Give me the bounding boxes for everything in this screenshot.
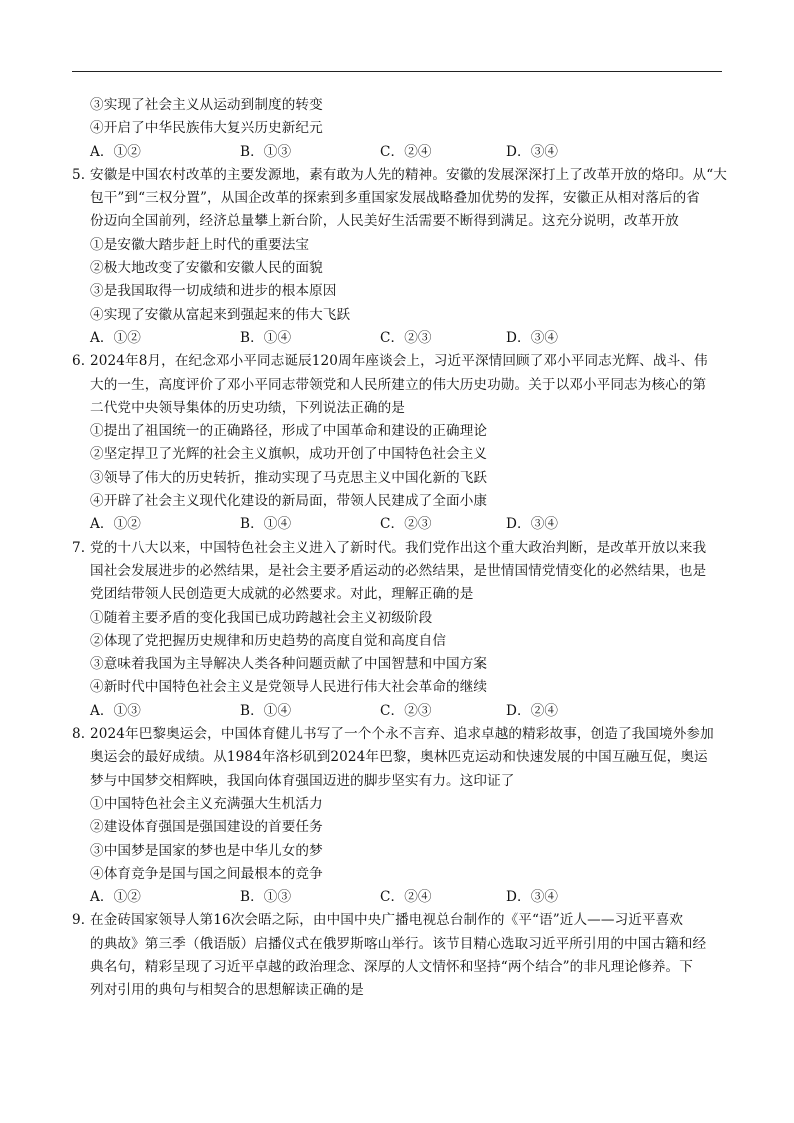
- option-line: ④实现了安徽从富起来到强起来的伟大飞跃: [90, 306, 351, 323]
- answer-choices: [72, 327, 732, 350]
- option-line: ④新时代中国特色社会主义是党领导人民进行伟大社会革命的继续: [90, 679, 488, 696]
- question-5: [72, 164, 732, 350]
- header-rule: [72, 71, 722, 72]
- choice-c: C．②④: [380, 143, 432, 160]
- choice-a: A．①②: [90, 516, 141, 533]
- choice-d: D．③④: [506, 516, 559, 533]
- question-stem-line: 国社会发展进步的必然结果，是社会主要矛盾运动的必然结果，是世情国情党情变化的必然结果，也是: [90, 562, 707, 579]
- question-9: [72, 909, 732, 1002]
- question-stem-line: 份迈向全国前列，经济总量攀上新台阶，人民美好生活需要不断得到满足。这充分说明，改革开放: [90, 213, 679, 230]
- answer-choices: [72, 700, 732, 723]
- choice-b: B．①④: [240, 329, 292, 346]
- option-line: ④体育竞争是国与国之间最根本的竞争: [90, 865, 323, 882]
- question-stem-line: 大的一生，高度评价了邓小平同志带领党和人民所建立的伟大历史功勋。关于以邓小平同志为核心的第: [90, 376, 707, 393]
- question-stem-line: 包干”到“三权分置”，从国企改革的探索到多重国家发展战略叠加优势的发挥，安徽正从相对落后的省: [90, 190, 700, 207]
- choice-c: C．②③: [380, 516, 432, 533]
- question-number: 6.: [72, 353, 86, 370]
- choice-d: D．③④: [506, 329, 559, 346]
- choice-a: A．①②: [90, 143, 141, 160]
- option-line: ③是我国取得一切成绩和进步的根本原因: [90, 283, 337, 300]
- question-6: [72, 350, 732, 536]
- choice-b: B．①③: [240, 889, 292, 906]
- option-line: ②坚定捍卫了光辉的社会主义旗帜，成功开创了中国特色社会主义: [90, 446, 488, 463]
- question-stem-line: 奥运会的最好成绩。从1984年洛杉矶到2024年巴黎，奥林匹克运动和快速发展的中国互融互促，奥运: [90, 749, 708, 766]
- choice-d: D．③④: [506, 143, 559, 160]
- choice-a: A．①②: [90, 889, 141, 906]
- choice-b: B．①③: [240, 143, 292, 160]
- choice-b: B．①④: [240, 702, 292, 719]
- choice-c: C．②④: [380, 889, 432, 906]
- answer-choices: [72, 141, 732, 164]
- option-line: ①提出了祖国统一的正确路径，形成了中国革命和建设的正确理论: [90, 423, 488, 440]
- question-stem-line: 在金砖国家领导人第16次会晤之际，由中国中央广播电视总台制作的《平“语”近人——习近平喜欢: [90, 912, 684, 929]
- question-stem-line: 党团结带领人民创造更大成就的必然要求。对此，理解正确的是: [90, 586, 474, 603]
- option-line: ③意味着我国为主导解决人类各种问题贡献了中国智慧和中国方案: [90, 656, 488, 673]
- answer-choices: [72, 886, 732, 909]
- question-stem-line: 列对引用的典句与相契合的思想解读正确的是: [90, 982, 364, 999]
- exam-page-content: [72, 94, 732, 1003]
- question-stem-line: 安徽是中国农村改革的主要发源地，素有敢为人先的精神。安徽的发展深深打上了改革开放的烙印。从“大: [90, 166, 727, 183]
- choice-b: B．①④: [240, 516, 292, 533]
- option-line: ④开辟了社会主义现代化建设的新局面，带领人民建成了全面小康: [90, 493, 488, 510]
- question-stem-line: 二代党中央领导集体的历史功绩，下列说法正确的是: [90, 399, 405, 416]
- option-line: ④开启了中华民族伟大复兴历史新纪元: [90, 120, 323, 137]
- question-number: 9．: [72, 912, 95, 929]
- question-stem-line: 党的十八大以来，中国特色社会主义进入了新时代。我们党作出这个重大政治判断，是改革开放以来我: [90, 539, 707, 556]
- option-line: ①随着主要矛盾的变化我国已成功跨越社会主义初级阶段: [90, 609, 433, 626]
- choice-a: A．①②: [90, 329, 141, 346]
- question-8: [72, 723, 732, 909]
- question-stem-line: 2024年8月，在纪念邓小平同志诞辰120周年座谈会上，习近平深情回顾了邓小平同志光辉、战斗、伟: [90, 353, 708, 370]
- option-line: ③领导了伟大的历史转折，推动实现了马克思主义中国化新的飞跃: [90, 469, 488, 486]
- question-stem-line: 2024年巴黎奥运会，中国体育健儿书写了一个个永不言弃、追求卓越的精彩故事，创造了我国境外参加: [90, 726, 714, 743]
- choice-c: C．②③: [380, 329, 432, 346]
- option-line: ③中国梦是国家的梦也是中华儿女的梦: [90, 842, 323, 859]
- option-line: ②极大地改变了安徽和安徽人民的面貌: [90, 260, 323, 277]
- question-number: 5.: [72, 166, 86, 183]
- question-stem-line: 的典故》第三季（俄语版）启播仪式在俄罗斯喀山举行。该节目精心选取习近平所引用的中国古籍和经: [90, 935, 707, 952]
- choice-d: D．③④: [506, 889, 559, 906]
- question-stem-line: 典名句，精彩呈现了习近平卓越的政治理念、深厚的人文情怀和坚持“两个结合”的非凡理论修养。下: [90, 958, 693, 975]
- option-line: ②建设体育强国是强国建设的首要任务: [90, 819, 323, 836]
- question-7: [72, 537, 732, 723]
- option-line: ①是安徽大踏步赶上时代的重要法宝: [90, 236, 310, 253]
- choice-c: C．②③: [380, 702, 432, 719]
- question-number: 8.: [72, 726, 86, 743]
- answer-choices: [72, 513, 732, 536]
- choice-d: D．②④: [506, 702, 559, 719]
- choice-a: A．①③: [90, 702, 141, 719]
- option-line: ②体现了党把握历史规律和历史趋势的高度自觉和高度自信: [90, 632, 447, 649]
- option-line: ①中国特色社会主义充满强大生机活力: [90, 795, 323, 812]
- question-number: 7.: [72, 539, 86, 556]
- option-line: ③实现了社会主义从运动到制度的转变: [90, 97, 323, 113]
- question-stem-line: 梦与中国梦交相辉映，我国向体育强国迈进的脚步坚实有力。这印证了: [90, 772, 515, 789]
